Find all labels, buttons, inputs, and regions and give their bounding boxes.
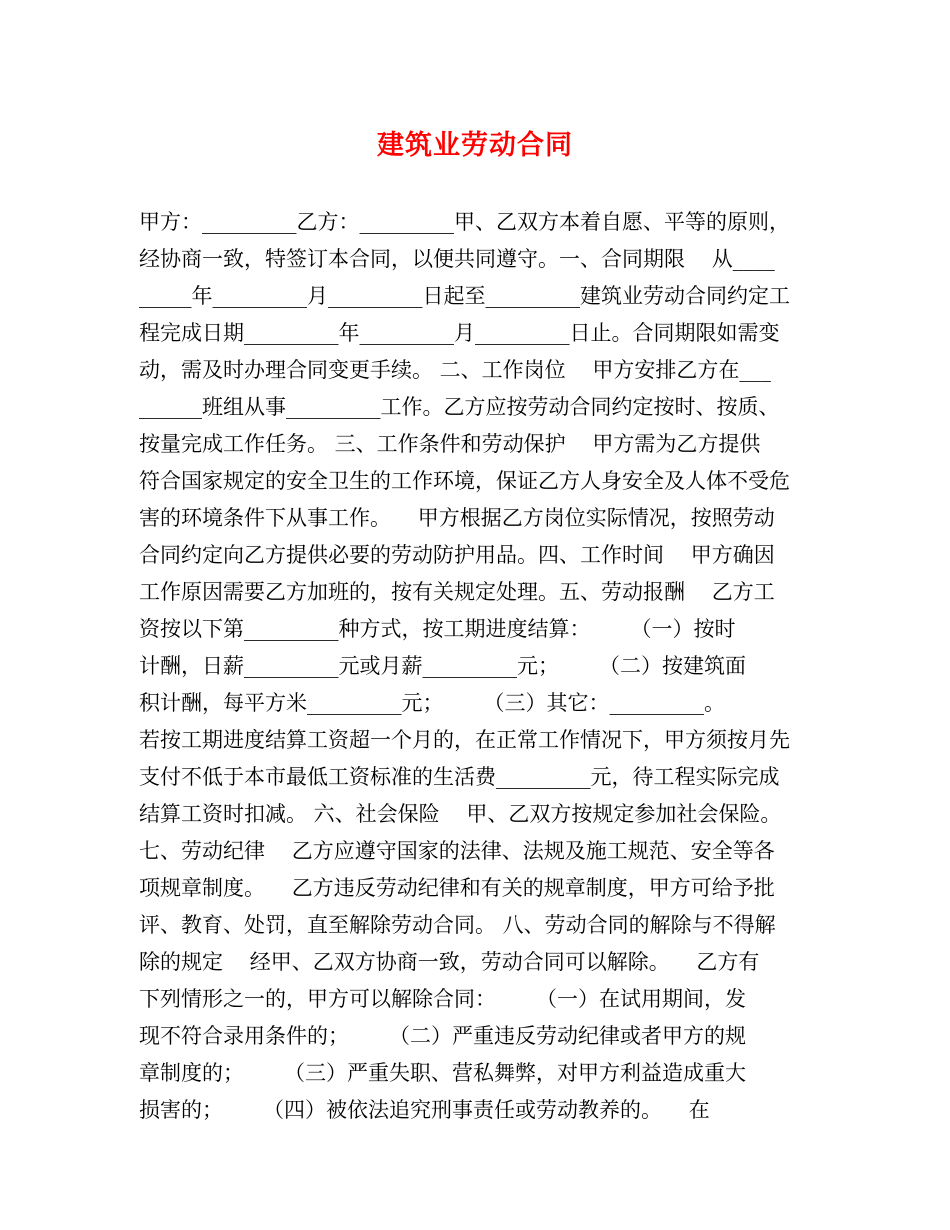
body-line: 现不符合录用条件的； （二）严重违反劳动纪律或者甲方的规 — [139, 1024, 747, 1048]
body-line: 资按以下第_________种方式，按工期进度结算： （一）按时 — [139, 617, 736, 641]
body-line: ______班组从事_________工作。乙方应按劳动合同约定按时、按质、 — [139, 395, 780, 419]
body-line: 损害的； （四）被依法追究刑事责任或劳动教养的。 在 — [139, 1098, 710, 1122]
body-line: 七、劳动纪律 乙方应遵守国家的法律、法规及施工规范、安全等各 — [139, 839, 775, 863]
body-line: 工作原因需要乙方加班的，按有关规定处理。五、劳动报酬 乙方工 — [139, 580, 775, 604]
body-line: 经协商一致，特签订本合同，以便共同遵守。一、合同期限 从____ — [139, 247, 775, 271]
body-line: 害的环境条件下从事工作。 甲方根据乙方岗位实际情况，按照劳动 — [139, 506, 775, 530]
body-line: 下列情形之一的，甲方可以解除合同： （一）在试用期间，发 — [139, 987, 747, 1011]
body-line: _____年_________月_________日起至_________建筑业劳动合同约定工 — [139, 284, 790, 308]
body-line: 若按工期进度结算工资超一个月的，在正常工作情况下，甲方须按月先 — [139, 728, 790, 752]
body-line: 结算工资时扣减。 六、社会保险 甲、乙双方按规定参加社会保险。 — [139, 802, 782, 826]
document-body — [139, 204, 839, 1129]
body-line: 计酬，日薪_________元或月薪_________元； （二）按建筑面 — [139, 654, 747, 678]
body-line: 甲方：_________乙方：_________甲、乙双方本着自愿、平等的原则， — [139, 210, 790, 234]
body-line: 积计酬，每平方米_________元； （三）其它：_________。 — [139, 691, 726, 715]
body-line: 章制度的； （三）严重失职、营私舞弊，对甲方利益造成重大 — [139, 1061, 747, 1085]
body-line: 按量完成工作任务。 三、工作条件和劳动保护 甲方需为乙方提供 — [139, 432, 761, 456]
body-line: 符合国家规定的安全卫生的工作环境，保证乙方人身安全及人体不受危 — [139, 469, 790, 493]
body-line: 评、教育、处罚，直至解除劳动合同。 八、劳动合同的解除与不得解 — [139, 913, 776, 937]
body-line: 程完成日期_________年_________月_________日止。合同期限如需变 — [139, 321, 780, 345]
body-line: 项规章制度。 乙方违反劳动纪律和有关的规章制度，甲方可给予批 — [139, 876, 775, 900]
document-title: 建筑业劳动合同 — [377, 130, 573, 161]
body-line: 支付不低于本市最低工资标准的生活费_________元，待工程实际完成 — [139, 765, 780, 789]
body-line: 动，需及时办理合同变更手续。 二、工作岗位 甲方安排乙方在___ — [139, 358, 771, 382]
body-line: 合同约定向乙方提供必要的劳动防护用品。四、工作时间 甲方确因 — [139, 543, 775, 567]
body-line: 除的规定 经甲、乙双方协商一致，劳动合同可以解除。 乙方有 — [139, 950, 760, 974]
